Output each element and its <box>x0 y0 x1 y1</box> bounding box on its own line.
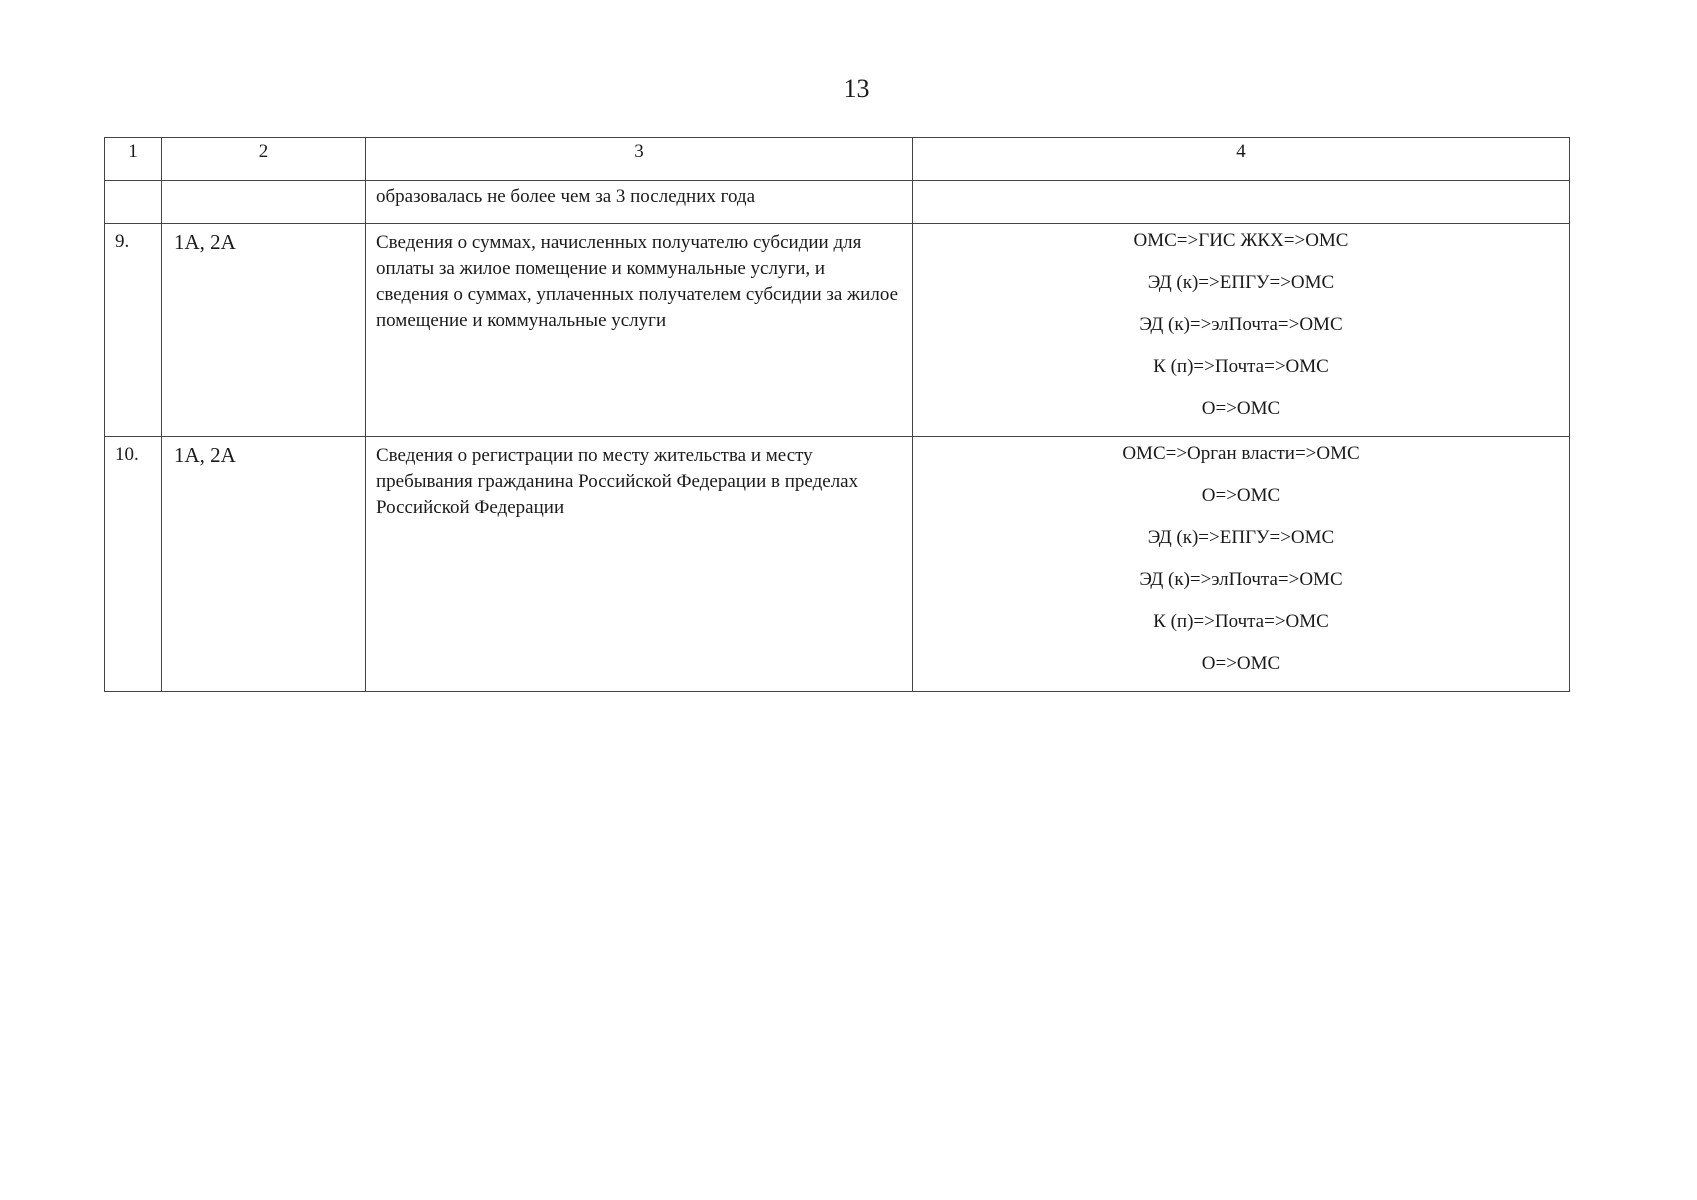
route-item: ЭД (к)=>элПочта=>ОМС <box>1139 314 1343 335</box>
route-item: О=>ОМС <box>1201 398 1281 419</box>
routes-list <box>913 224 1569 436</box>
cell-codes <box>162 181 366 224</box>
route-item: ЭД (к)=>ЕПГУ=>ОМС <box>1147 527 1335 548</box>
table-header-row <box>105 138 1570 181</box>
header-cell-4: 4 <box>913 138 1570 181</box>
table-row <box>105 437 1570 692</box>
description-text: образовалась не более чем за 3 последних года <box>376 186 756 207</box>
cell-routes <box>913 437 1570 692</box>
description-text: Сведения о регистрации по месту жительства и месту пребывания гражданина Российской Федерации в пределах Российской Федерации <box>376 445 859 518</box>
row-codes: 1А, 2А <box>174 230 236 254</box>
cell-num <box>105 437 162 692</box>
row-number: 10. <box>115 444 139 465</box>
route-item: К (п)=>Почта=>ОМС <box>1153 356 1329 377</box>
routes-list <box>913 437 1569 691</box>
route-item: ЭД (к)=>элПочта=>ОМС <box>1139 569 1343 590</box>
route-item: О=>ОМС <box>1201 485 1281 506</box>
header-cell-2: 2 <box>162 138 366 181</box>
route-item: О=>ОМС <box>1201 653 1281 674</box>
header-cell-3: 3 <box>366 138 913 181</box>
cell-num <box>105 224 162 437</box>
route-item: ОМС=>Орган власти=>ОМС <box>1122 443 1360 464</box>
cell-description <box>366 181 913 224</box>
row-codes: 1А, 2А <box>174 443 236 467</box>
cell-description <box>366 224 913 437</box>
cell-routes <box>913 224 1570 437</box>
route-item: ОМС=>ГИС ЖКХ=>ОМС <box>1133 230 1349 251</box>
cell-codes <box>162 437 366 692</box>
document-table <box>104 137 1570 692</box>
route-item: К (п)=>Почта=>ОМС <box>1153 611 1329 632</box>
route-item: ЭД (к)=>ЕПГУ=>ОМС <box>1147 272 1335 293</box>
header-cell-1: 1 <box>105 138 162 181</box>
cell-codes <box>162 224 366 437</box>
page-number: 13 <box>843 74 870 103</box>
cell-num <box>105 181 162 224</box>
table-row-continuation <box>105 181 1570 224</box>
description-text: Сведения о суммах, начисленных получателю субсидии для оплаты за жилое помещение и коммунальные услуги, и сведения о суммах, уплаченных получателем субсидии за жилое помещение и коммунальные услуги <box>376 232 898 331</box>
cell-description <box>366 437 913 692</box>
row-number: 9. <box>115 231 130 252</box>
cell-routes <box>913 181 1570 224</box>
table-row <box>105 224 1570 437</box>
